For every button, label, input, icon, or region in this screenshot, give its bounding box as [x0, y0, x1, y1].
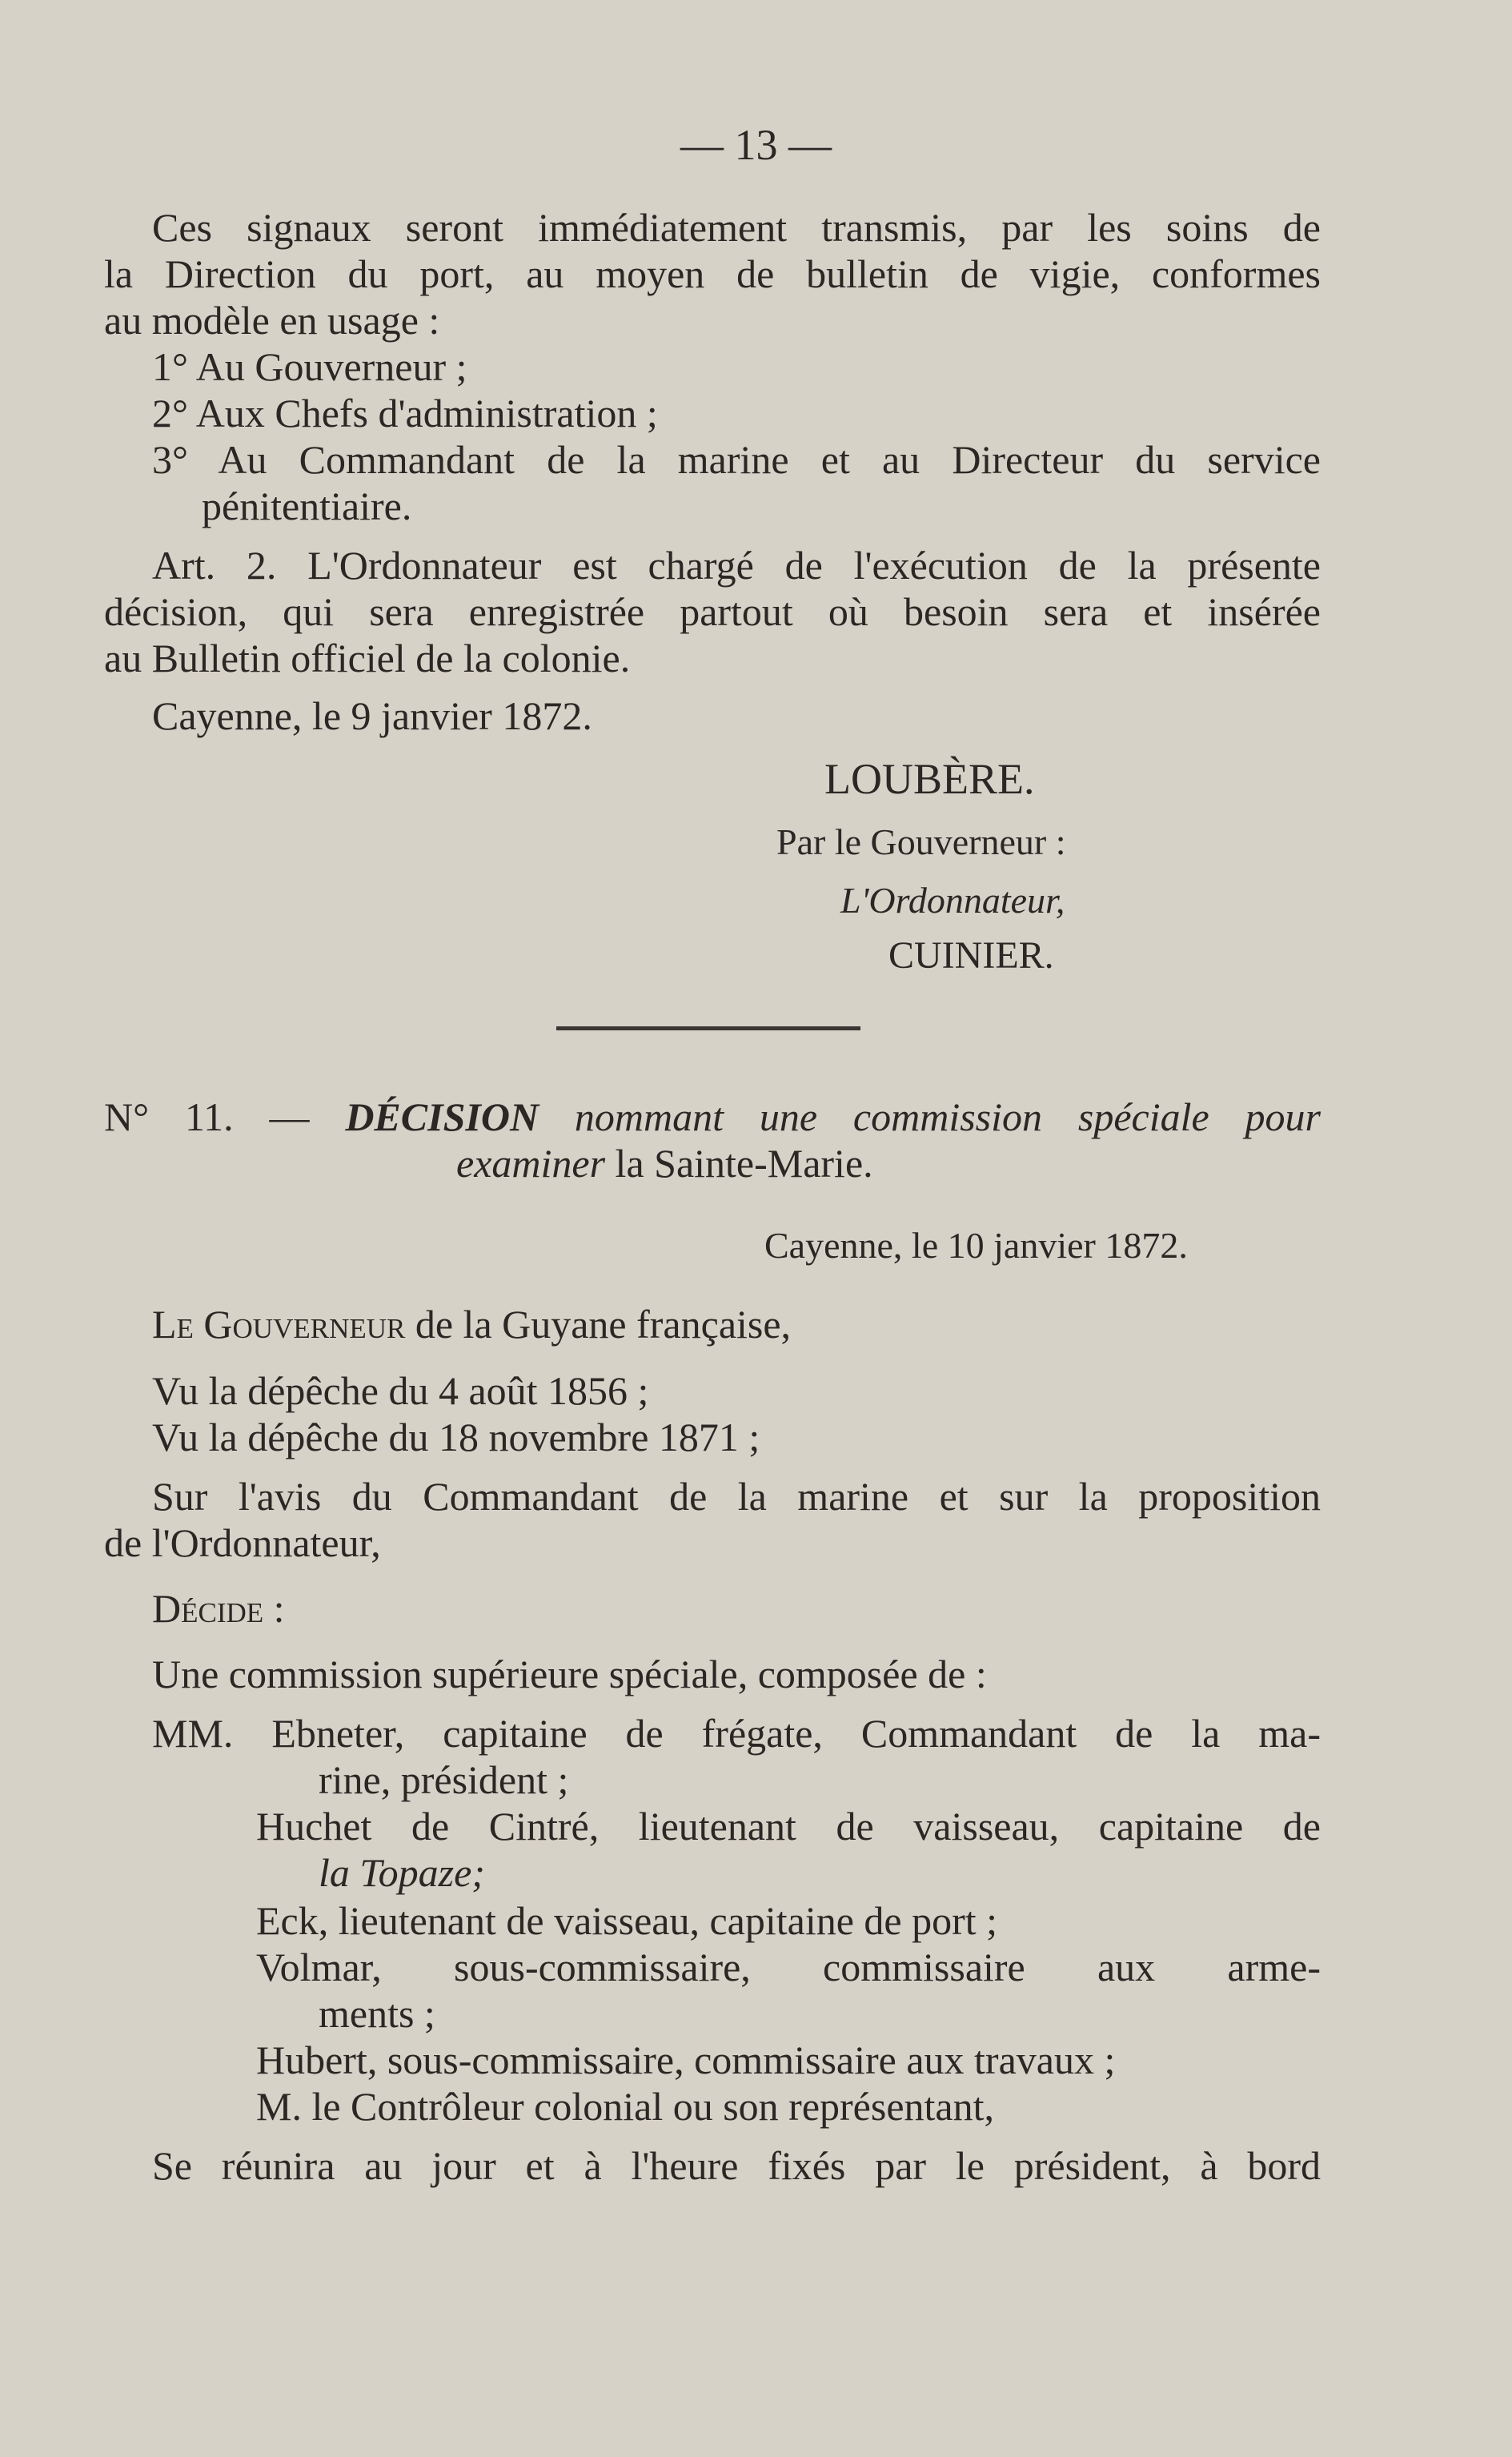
text-line: la Direction du port, au moyen de bulletin de vigie, conformes: [104, 251, 1321, 296]
governor-title: Le Gouverneur: [152, 1302, 406, 1347]
text-line: décision, qui sera enregistrée partout où besoin sera et insérée: [104, 589, 1321, 634]
text-line: au Bulletin officiel de la colonie.: [104, 636, 631, 680]
member-line: M. le Contrôleur colonial ou son représentant,: [256, 2084, 994, 2129]
decision-dateline: Cayenne, le 10 janvier 1872.: [764, 1225, 1188, 1266]
list-item: 1° Au Gouverneur ;: [152, 344, 467, 389]
decision-title: DÉCISION: [345, 1094, 539, 1139]
governor-line: [152, 1301, 1369, 1347]
text-line: Vu la dépêche du 18 novembre 1871 ;: [152, 1415, 760, 1459]
member-line: ments ;: [319, 1991, 435, 2036]
member-line: Eck, lieutenant de vaisseau, capitaine de port ;: [256, 1898, 998, 1943]
decision-subject-italic: examiner: [456, 1141, 606, 1186]
list-item: 3° Au Commandant de la marine et au Directeur du service: [152, 437, 1321, 482]
text-line: Ces signaux seront immédiatement transmis, par les soins de: [152, 205, 1321, 250]
signature-official: CUINIER.: [888, 934, 1054, 977]
text-line: Une commission supérieure spéciale, composée de :: [152, 1652, 987, 1696]
member-line: rine, président ;: [319, 1757, 569, 1802]
member-line: la Topaze;: [319, 1850, 485, 1895]
governor-rest: de la Guyane française,: [415, 1302, 792, 1347]
signature-role: L'Ordonnateur,: [840, 880, 1065, 921]
text-line: Vu la dépêche du 4 août 1856 ;: [152, 1368, 649, 1413]
member-line: Huchet de Cintré, lieutenant de vaisseau, capitaine de: [256, 1804, 1321, 1849]
text-line: Se réunira au jour et à l'heure fixés par le président, à bord: [152, 2143, 1321, 2188]
member-line: Volmar, sous-commissaire, commissaire aux arme-: [256, 1945, 1321, 1989]
member-line: Hubert, sous-commissaire, commissaire aux travaux ;: [256, 2037, 1116, 2082]
decision-subject-rest: la Sainte-Marie.: [615, 1141, 873, 1186]
section-divider: [556, 1026, 860, 1030]
page-number: — 13 —: [680, 121, 832, 169]
signature-by: Par le Gouverneur :: [776, 821, 1066, 862]
decision-heading-line2: [456, 1140, 1512, 1186]
decision-number: N° 11. —: [104, 1094, 310, 1139]
article-line: Art. 2. L'Ordonnateur est chargé de l'exécution de la présente: [152, 543, 1321, 588]
text-line: au modèle en usage :: [104, 298, 440, 343]
text-line: pénitentiaire.: [202, 484, 412, 528]
member-line: MM. Ebneter, capitaine de frégate, Commandant de la ma-: [152, 1711, 1321, 1756]
signature-name: LOUBÈRE.: [824, 755, 1035, 803]
text-line: de l'Ordonnateur,: [104, 1520, 381, 1565]
dateline: Cayenne, le 9 janvier 1872.: [152, 693, 592, 738]
decide-label: Décide :: [152, 1586, 285, 1631]
decision-heading: [104, 1094, 1321, 1140]
text-line: Sur l'avis du Commandant de la marine et sur la proposition: [152, 1474, 1321, 1519]
decision-subject: nommant une commission spéciale pour: [574, 1094, 1321, 1139]
list-item: 2° Aux Chefs d'administration ;: [152, 391, 658, 436]
